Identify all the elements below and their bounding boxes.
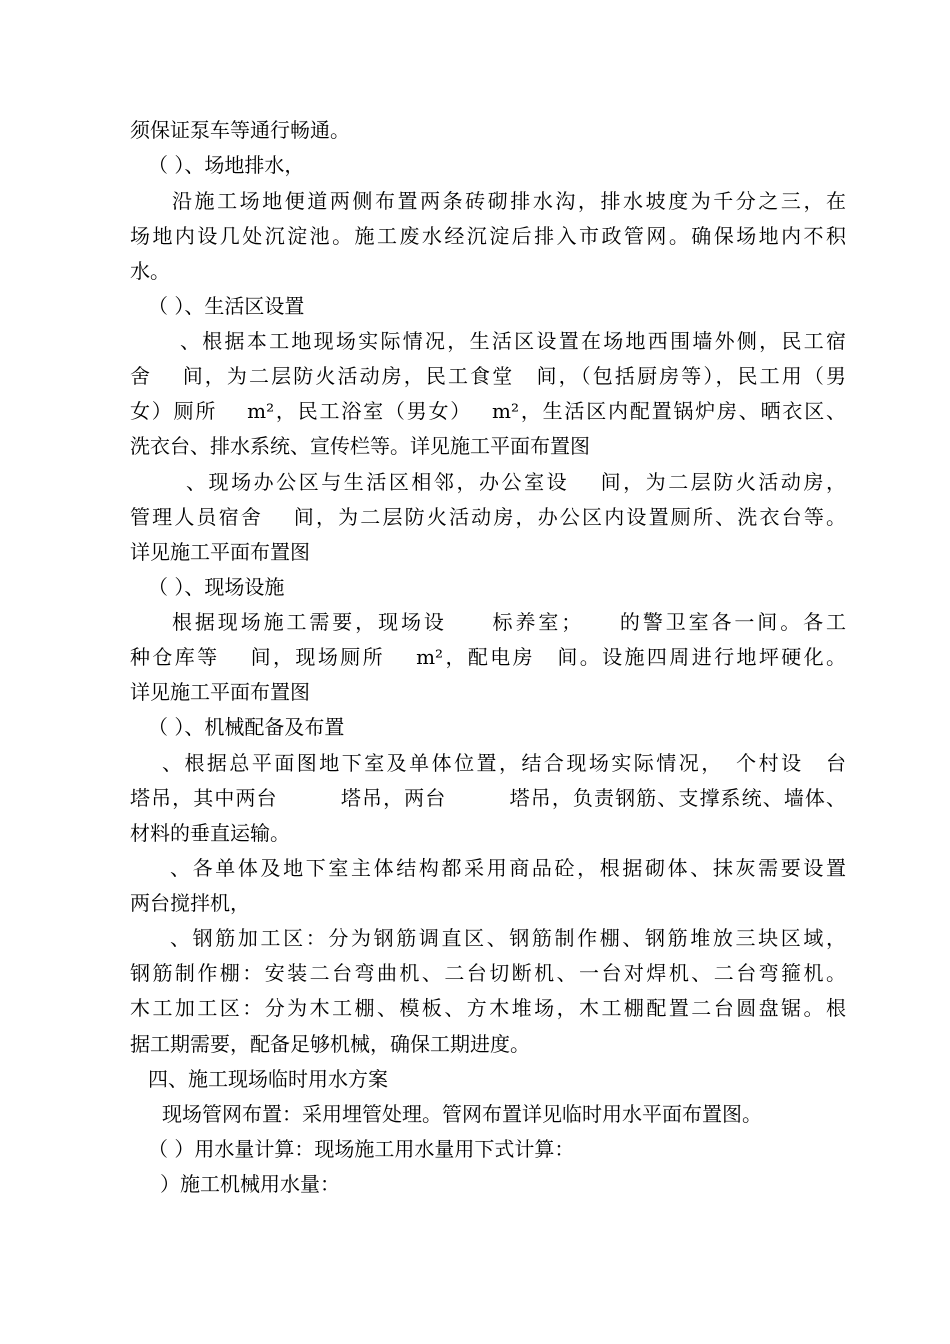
text-line: 详见施工平面布置图 xyxy=(130,540,310,564)
text-line: 沿施工场地便道两侧布置两条砖砌排水沟，排水坡度为千分之三，在 xyxy=(172,189,846,213)
text-line: 洗衣台、排水系统、宣传栏等。详见施工平面布置图 xyxy=(130,434,590,458)
text-line: 、根据本工地现场实际情况，生活区设置在场地西围墙外侧，民工宿 xyxy=(180,329,846,353)
section-heading: 四、施工现场临时用水方案 xyxy=(148,1067,388,1091)
section-heading: （ ）、现场设施 xyxy=(148,575,285,599)
section-heading: （ ）、场地排水， xyxy=(148,153,305,177)
text-line: 、根据总平面图地下室及单体位置，结合现场实际情况， 个村设 台 xyxy=(162,751,846,775)
text-line: 女）厕所 m²，民工浴室（男女） m²，生活区内配置锅炉房、晒衣区、 xyxy=(130,399,846,423)
text-line: （ ）用水量计算：现场施工用水量用下式计算： xyxy=(148,1137,575,1161)
text-line: ）施工机械用水量： xyxy=(160,1172,340,1196)
text-line: 塔吊，其中两台 塔吊，两台 塔吊，负责钢筋、支撑系统、墙体、 xyxy=(130,786,846,810)
section-heading: （ ）、生活区设置 xyxy=(148,294,305,318)
text-line: 种仓库等 间，现场厕所 m²，配电房 间。设施四周进行地坪硬化。 xyxy=(130,645,846,669)
text-line: 材料的垂直运输。 xyxy=(130,821,290,845)
text-line: 场地内设几处沉淀池。施工废水经沉淀后排入市政管网。确保场地内不积 xyxy=(130,224,846,248)
text-line: 、钢筋加工区：分为钢筋调直区、钢筋制作棚、钢筋堆放三块区域， xyxy=(170,926,846,950)
text-line: 钢筋制作棚：安装二台弯曲机、二台切断机、一台对焊机、二台弯箍机。 xyxy=(130,961,846,985)
text-line: 舍 间，为二层防火活动房，民工食堂 间，（包括厨房等），民工用（男 xyxy=(130,364,846,388)
text-line: 、各单体及地下室主体结构都采用商品砼，根据砌体、抹灰需要设置 xyxy=(170,856,846,880)
text-line: 详见施工平面布置图 xyxy=(130,680,310,704)
text-line: 据工期需要，配备足够机械，确保工期进度。 xyxy=(130,1032,530,1056)
text-line: 木工加工区：分为木工棚、模板、方木堆场，木工棚配置二台圆盘锯。根 xyxy=(130,996,846,1020)
text-line: 管理人员宿舍 间，为二层防火活动房，办公区内设置厕所、洗衣台等。 xyxy=(130,505,846,529)
text-line: 两台搅拌机， xyxy=(130,891,250,915)
text-line: 须保证泵车等通行畅通。 xyxy=(130,118,350,142)
section-heading: （ ）、机械配备及布置 xyxy=(148,715,345,739)
text-line: 水。 xyxy=(130,259,170,283)
text-line: 根据现场施工需要，现场设 标养室； 的警卫室各一间。各工 xyxy=(172,610,846,634)
text-line: 、现场办公区与生活区相邻，办公室设 间，为二层防火活动房， xyxy=(186,470,846,494)
text-line: 现场管网布置：采用埋管处理。管网布置详见临时用水平面布置图。 xyxy=(162,1102,762,1126)
